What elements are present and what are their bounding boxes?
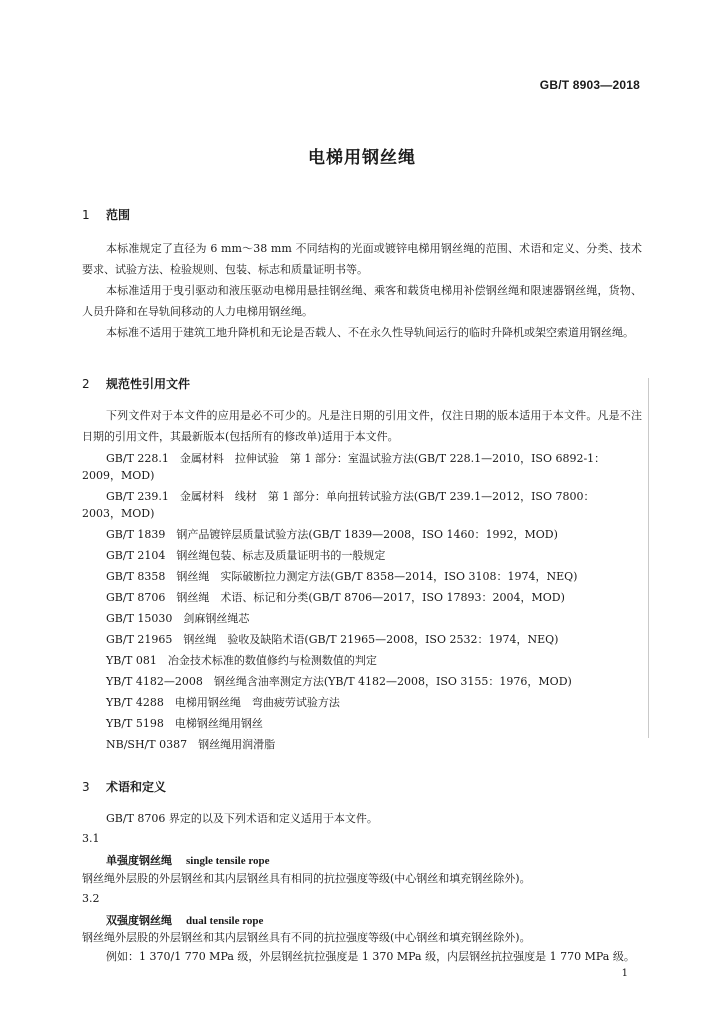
section-2-number: 2 [82, 377, 90, 391]
reference-item: GB/T 8358 钢丝绳 实际破断拉力测定方法(GB/T 8358—2014，ISO 3108：1974，NEQ) [106, 570, 578, 583]
reference-item: YB/T 081 冶金技术标准的数值修约与检测数值的判定 [106, 654, 377, 667]
section-1-para-1: 本标准规定了直径为 6 mm～38 mm 不同结构的光面或镀锌电梯用钢丝绳的范围、术语和定义、分类、技术要求、试验方法、检验规则、包装、标志和质量证明书等。 [82, 242, 642, 276]
section-3-heading [82, 778, 166, 795]
reference-item: NB/SH/T 0387 钢丝绳用润滑脂 [106, 738, 276, 751]
term-heading [106, 912, 263, 928]
term-chinese: 双强度钢丝绳 [106, 914, 172, 927]
reference-item: YB/T 4288 电梯用钢丝绳 弯曲疲劳试验方法 [106, 696, 340, 709]
term-number: 3.2 [82, 892, 100, 905]
section-1-title: 范围 [106, 208, 131, 222]
reference-item: GB/T 2104 钢丝绳包装、标志及质量证明书的一般规定 [106, 549, 386, 562]
section-2-title: 规范性引用文件 [106, 377, 191, 391]
term-heading [106, 852, 270, 868]
standard-number: GB/T 8903—2018 [539, 78, 640, 92]
section-1-number: 1 [82, 208, 90, 222]
term-english: dual tensile rope [186, 915, 264, 927]
scan-margin-line [648, 378, 649, 738]
section-1-heading [82, 206, 130, 223]
reference-item: GB/T 1839 钢产品镀锌层质量试验方法(GB/T 1839—2008，ISO 1460：1992，MOD) [106, 528, 558, 541]
term-english: single tensile rope [186, 855, 270, 867]
reference-item: GB/T 15030 剑麻钢丝绳芯 [106, 612, 250, 625]
page-number: 1 [621, 968, 628, 979]
reference-item: YB/T 5198 电梯钢丝绳用钢丝 [106, 717, 263, 730]
section-1-para-3: 本标准不适用于建筑工地升降机和无论是否载人、不在永久性导轨间运行的临时升降机或架空索道用钢丝绳。 [106, 326, 634, 339]
document-title: 电梯用钢丝绳 [308, 148, 416, 168]
reference-item-continuation: 2003，MOD) [82, 507, 155, 520]
reference-item: YB/T 4182—2008 钢丝绳含油率测定方法(YB/T 4182—2008，ISO 3155：1976，MOD) [106, 675, 572, 688]
section-2-intro: 下列文件对于本文件的应用是必不可少的。凡是注日期的引用文件，仅注日期的版本适用于本文件。凡是不注日期的引用文件，其最新版本(包括所有的修改单)适用于本文件。 [82, 409, 642, 443]
term-example: 例如：1 370/1 770 MPa 级，外层钢丝抗拉强度是 1 370 MPa 级，内层钢丝抗拉强度是 1 770 MPa 级。 [106, 950, 635, 963]
term-chinese: 单强度钢丝绳 [106, 854, 172, 867]
term-number: 3.1 [82, 832, 100, 845]
reference-item: GB/T 228.1 金属材料 拉伸试验 第 1 部分：室温试验方法(GB/T 228.1—2010，ISO 6892-1： [106, 452, 606, 465]
term-definition: 钢丝绳外层股的外层钢丝和其内层钢丝具有不同的抗拉强度等级(中心钢丝和填充钢丝除外)。 [82, 931, 531, 944]
reference-item: GB/T 239.1 金属材料 线材 第 1 部分：单向扭转试验方法(GB/T 239.1—2012，ISO 7800： [106, 490, 595, 503]
section-1-para-2: 本标准适用于曳引驱动和液压驱动电梯用悬挂钢丝绳、乘客和载货电梯用补偿钢丝绳和限速器钢丝绳，货物、人员升降和在导轨间移动的人力电梯用钢丝绳。 [82, 284, 642, 318]
term-definition: 钢丝绳外层股的外层钢丝和其内层钢丝具有相同的抗拉强度等级(中心钢丝和填充钢丝除外)。 [82, 872, 531, 885]
section-2-heading [82, 375, 190, 392]
reference-item: GB/T 8706 钢丝绳 术语、标记和分类(GB/T 8706—2017，ISO 17893：2004，MOD) [106, 591, 565, 604]
section-3-number: 3 [82, 780, 90, 794]
reference-item: GB/T 21965 钢丝绳 验收及缺陷术语(GB/T 21965—2008，ISO 2532：1974，NEQ) [106, 633, 559, 646]
section-3-title: 术语和定义 [106, 780, 167, 794]
reference-item-continuation: 2009，MOD) [82, 469, 155, 482]
section-3-intro: GB/T 8706 界定的以及下列术语和定义适用于本文件。 [106, 812, 378, 825]
